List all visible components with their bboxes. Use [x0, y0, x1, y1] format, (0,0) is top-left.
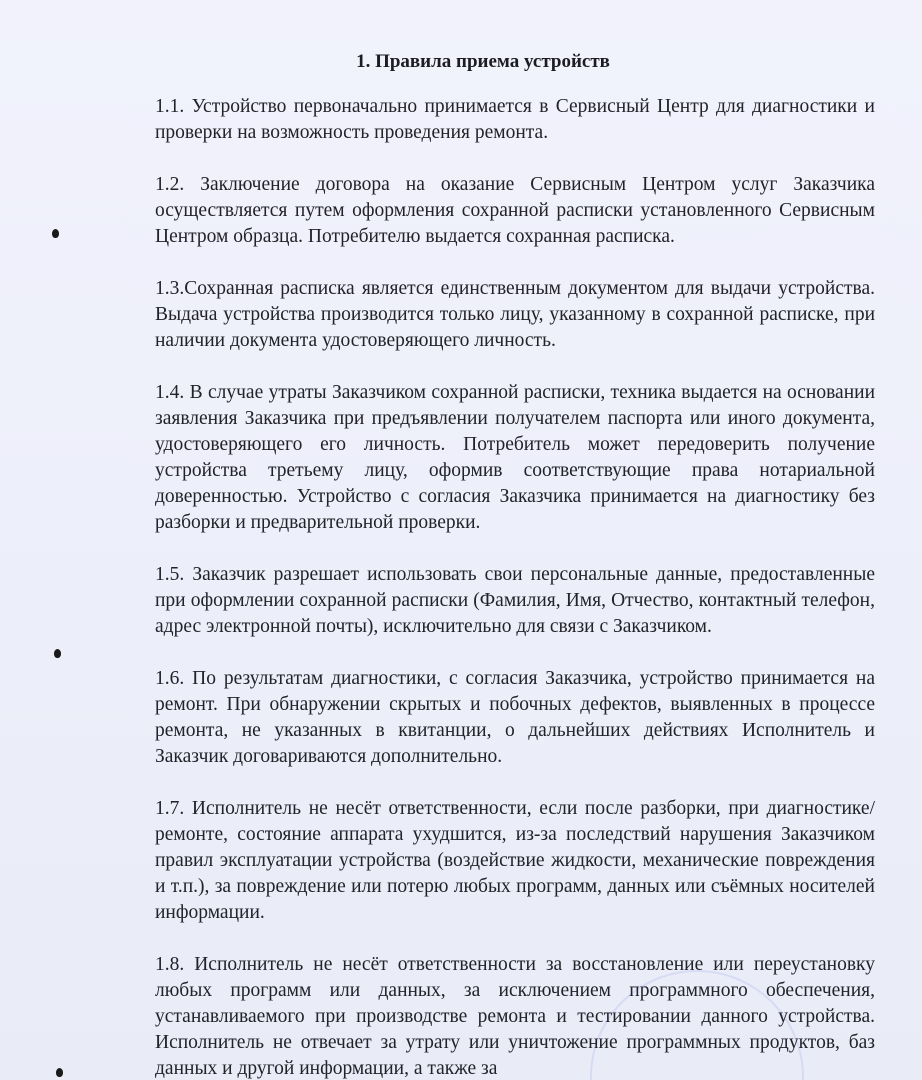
punch-hole-mark [54, 649, 61, 658]
document-title: 1. Правила приема устройств [356, 51, 610, 72]
paragraph-1-2: 1.2. Заключение договора на оказание Сервисным Центром услуг Заказчика осуществляется путем оформления сохранной расписки установленного Сервисным Центром образца. Потребителю выдается сохранная расписка. [155, 174, 875, 247]
punch-hole-mark [56, 1068, 63, 1077]
paragraph-1-7: 1.7. Исполнитель не несёт ответственности, если после разборки, при диагностике/ремонте, состояние аппарата ухудшится, из-за последствий нарушения Заказчиком правил эксплуатации устройства (воздействие жидкости, механические повреждения и т.п.), за повреждение или потерю любых программ, данных или съёмных носителей информации. [155, 798, 875, 923]
paragraph-1-3: 1.3.Сохранная расписка является единственным документом для выдачи устройства. Выдача устройства производится только лицу, указанному в сохранной расписке, при наличии документа удостоверяющего личность. [155, 278, 875, 351]
paragraph-1-8: 1.8. Исполнитель не несёт ответственности за восстановление или переустановку любых программ или данных, за исключением программного обеспечения, устанавливаемого при производстве ремонта и тестировании данного устройства. Исполнитель не отвечает за утрату или уничтожение программных продуктов, баз данных и другой информации, а также за [155, 954, 875, 1079]
document-body [155, 94, 875, 1080]
paragraph-1-6: 1.6. По результатам диагностики, с согласия Заказчика, устройство принимается на ремонт. При обнаружении скрытых и побочных дефектов, выявленных в процессе ремонта, не указанных в квитанции, о дальнейших действиях Исполнитель и Заказчик договариваются дополнительно. [155, 668, 875, 767]
paragraph-1-4: 1.4. В случае утраты Заказчиком сохранной расписки, техника выдается на основании заявления Заказчика при предъявлении получателем паспорта или иного документа, удостоверяющего его личность. Потребитель может передоверить получение устройства третьему лицу, оформив соответствующие права нотариальной доверенностью. Устройство с согласия Заказчика принимается на диагностику без разборки и предварительной проверки. [155, 382, 875, 533]
punch-hole-mark [52, 229, 59, 238]
paragraph-1-5: 1.5. Заказчик разрешает использовать свои персональные данные, предоставленные при оформлении сохранной расписки (Фамилия, Имя, Отчество, контактный телефон, адрес электронной почты), исключительно для связи с Заказчиком. [155, 564, 875, 637]
paragraph-1-1: 1.1. Устройство первоначально принимается в Сервисный Центр для диагностики и проверки на возможность проведения ремонта. [155, 96, 875, 143]
